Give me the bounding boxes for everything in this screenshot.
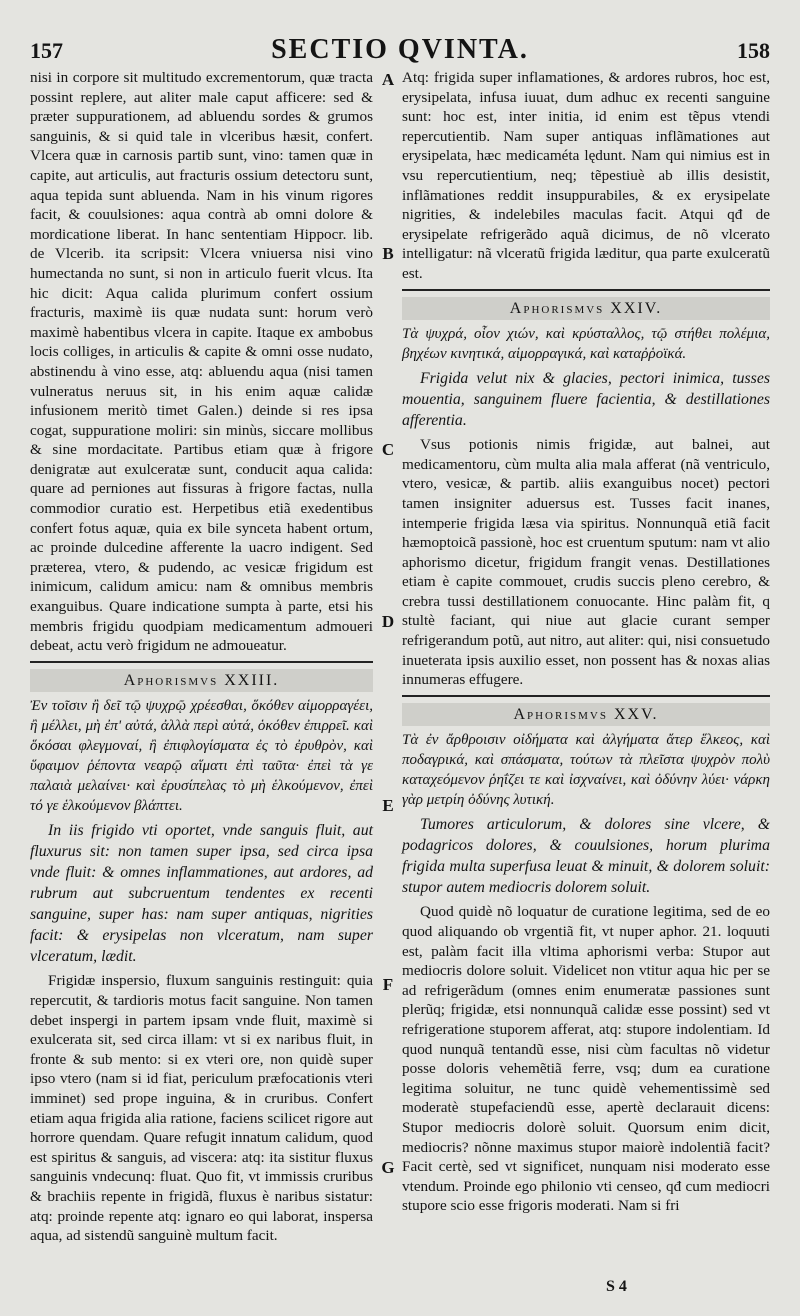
left-column	[30, 68, 373, 1246]
left-text-bottom: Frigidæ inspersio, fluxum sanguinis restinguit: quia repercutit, & tardioris motus facit sanguine. Non tamen debet inspergi in partem ipsam vnde fluit, maximè si exulcerata sit, sed circa illam: vt si ex naribus fluit, in fronte & sub mento: si ex vteri ore, non quidè super ipso vtero (nam si id fiat, periculum præfocationis vteri imminet) sed prope inguina, & in cruribus. Confert etiam aqua frigida alia ratione, faciens scilicet rigore aut horrore quendam. Quare refugit innatum calidum, quod est spiritus & sanguis, ad viscera: atq: ita sistitur fluxus sanguinis vndecunq: fluat. Quo fit, vt immissis cruribus & brachiis repente in frigidã, fluxus è naribus sistatur: atq: proinde repente atq: ignaro eo qui laborat, inspersa aqua, ad sistendũ sanguinè multum facit.	[30, 972, 373, 1245]
left-text-top: nisi in corpore sit multitudo excrementorum, quæ tracta possint replere, aut aliter male caput afficere: sed & præter suppurationem, ad abluendu sordes & grumos sanguinis, & si quid tale in vlceribus hæsit, confert. Vlcera quæ in carnosis partib sunt, vino: tamen quæ in capite, aut articulis, aut fracturis ossium detectoru sunt, aqua tepida sunt abluenda. Nam in his vinum rigores facit, & couulsiones: aqua contrà ab omni dolore & mordicatione liberat. In hanc sententiam Hippocr. lib. de Vlcerib. ita scripsit: Vlcera vniuersa nisi vino humectanda no sunt, si non in articulo fuerit vlcus. Ita hic dicit: Aqua calida plurimum confert ossium fracturis, maximè iis quæ nudata sunt: horum verò maximè habentibus vlcera in capite. Itaque ex ambobus locis colliges, in articulis & capite & omni osse nudato, abstinendu à vino esse, atq: abluendu aqua (nisi tamen vulneratus neruus sit, in his enim aquæ calidæ infusionem meritò timet Galen.) deinde si res ipsa cogat, suppuratione moliri: sin minùs, siccare mollibus & sine mordacitate. Partibus etiam quæ à frigore denigratæ aut exulceratæ sunt, conducit aqua calida: quare ad perniones aut fissuras à frigore factas, nulla commodior curatio est. Herpetibus etiã exedentibus confert fotus aquæ, quia ex bile synceta habent ortum, ac proinde dulcedine afferente la uacro indigent. Sed præterea, vtero, & pudendo, ac vesicæ frigidum est inimicum, calidum amicu: nam & omnibus membris exanguibus. Quare indicatione sumpta à parte, etsi his membris frigidu quodpiam medicamentum admoueri debeat, actu verò frigidum ne admoueatur.	[30, 69, 373, 655]
marker-d: D	[381, 612, 395, 631]
marker-e: E	[382, 796, 394, 815]
page-header	[30, 34, 770, 68]
right-text-top: Atq: frigida super inflamationes, & ardores rubros, hoc est, erysipelata, infusa iuuat, dum adhuc ex recenti sanguine sunt: hoc est, inter initia, id enim est tẽpus vtendi repercutientib. Nam super antiquas inflãmationes aut erysipelata, hæc medicaméta lędunt. Nam qui nimius est in vsu repercutientium, neq; tẽpestiuè ab illis desistit, inflãmationes reddit insuppurabiles, & ex erysipelate nigrities, & indelebiles maculas facit. Atqui qđ de erysipelate refrigerãdo aquã dicimus, de nõ vlcerato intelligatur: nã vlceratũ frigida læditur, qua parte exulceratũ est.	[402, 69, 770, 282]
aphorism-23-greek: Ἐν τοῖσιν ἢ δεῖ τῷ ψυχρῷ χρέεσθαι, ὅκόθεν αἱμορραγέει, ἢ μέλλει, μὴ ἐπ' αὐτά, ἀλλὰ περὶ αὐτά, ὁκόθεν ἐπιρρεῖ. καὶ ὅκόσαι φλεγμοναί, ἢ ἐπιφλογίσματα ἐς τὸ ἐρυθρὸν, καὶ ὕφαιμον ῥέποντα νεαρῷ αἵματι ἐπὶ ταῦτα· ἐπεὶ τὰ γε παλαιὰ μελαίνει· καὶ ἐρυσίπελας τὸ μὴ ἑλκούμενον, ἐπεὶ τό γε ἑλκούμενον βλάπτει.	[30, 698, 373, 815]
page-number-right: 158	[737, 38, 770, 63]
catchword: S 4	[606, 1278, 627, 1295]
aphorism-23-title: Aphorismvs XXIII.	[30, 669, 373, 693]
marker-c: C	[381, 440, 395, 459]
section-rule	[402, 695, 770, 697]
aphorism-25-greek: Τὰ ἐν ἄρθροισιν οἰδήματα καὶ ἀλγήματα ἄτερ ἕλκεος, καὶ ποδαγρικά, καὶ σπάσματα, τούτων τὰ πλεῖστα ψυχρὸν πολὺ καταχεόμενον ῥηΐζει τε καὶ ἰσχναίνει, καὶ ὀδύνην λύει· νάρκη γὰρ μετρίη ὀδύνης λυτική.	[402, 732, 770, 809]
marker-a: A	[381, 70, 395, 89]
section-rule	[402, 289, 770, 291]
running-title: SECTIO QVINTA.	[271, 34, 529, 65]
right-text-middle: Vsus potionis nimis frigidæ, aut balnei, aut medicamentoru, cùm multa alia mala afferat (nã ventriculo, vtero, vesicæ, & partib. aliis exanguibus nocet) pectori tamen insigniter aduersus est. Tusses facit inanes, intemperie frigida læsa via spiritus. Nonnunquã etiã facit hæmoptoicã passionè, hoc est cruentum sputum: nam vt alio aphorismo dicetur, frigidum frangit venas. Destillationes etiam è capite commouet, crudis succis pleno cerebro, & crebra tussi destillationem conuocante. Hinc palàm fit, q stultè faciant, qui niue aut glacie curant semper refrigerandum potũ, aut nitro, aut aliter: qui, nisi consuetudo inueterata ipsis auxilio esset, non possent has & noxas alias innumeras effugere.	[402, 436, 770, 689]
aphorism-24-greek: Τὰ ψυχρά, οἷον χιών, καὶ κρύσταλλος, τῷ στήθει πολέμια, βηχέων κινητικά, αἱμορραγικά, καὶ καταῤῥοϊκά.	[402, 326, 770, 363]
margin-markers	[378, 0, 400, 1316]
aphorism-23-latin: In iis frigido vti oportet, vnde sanguis fluit, aut fluxurus sit: non tamen super ipsa, sed circa ipsa vnde fluit: & omnes inflammationes, aut ardores, ad rubrum aut subcruentum tendentes ex recenti sanguine, super has: nam super antiquas, nigrities facit: & erysipelas non vlceratum, nam super vlceratum, lædit.	[30, 822, 373, 966]
aphorism-24-title: Aphorismvs XXIV.	[402, 297, 770, 321]
section-rule	[30, 661, 373, 663]
marker-b: B	[382, 244, 394, 263]
right-column	[402, 68, 770, 1216]
right-text-bottom: Quod quidè nõ loquatur de curatione legitima, sed de eo quod aliquando ob vrgentiã fit, vt nuper aphor. 21. loquuti est, palàm facit illa vltima aphorismi verba: Stupor aut mediocris dolore soluit. Videlicet non vtitur aqua hic per se ad refrigerãdum (omnes enim enumeratæ passiones sunt plerũq; frigidæ, etsi nonnunquã calidæ esse possint) sed vt refrigeratione stuporem afferat, atq: stupore indolentiam. Id quod nunquã tentandũ esse, nisi cùm facultas nõ videtur posse doloris vehemẽtiã ferre, vsq; dum ea curatione legitima soluitur, ne tunc quidè vehementissimè sed moderatè stupefaciendũ esse, apertè declarauit dicens: Stupor mediocris dolorè soluit. Quorsum enim dicit, mediocris? nõnne maximus stupor maiorè indolentiã facit? Facit certè, sed vt significet, nunquam nisi moderato esse vtendum. Proinde ego philonio vti censeo, qđ cum mediocri stupore scio esse frigoris moderati. Nam si fri	[402, 903, 770, 1215]
aphorism-24-latin: Frigida velut nix & glacies, pectori inimica, tusses mouentia, sanguinem fluere facientia, & destillationes afferentia.	[402, 370, 770, 430]
marker-f: F	[382, 975, 394, 994]
aphorism-25-latin: Tumores articulorum, & dolores sine vlcere, & podagricos dolores, & couulsiones, horum plurima frigida multa superfusa leuat & minuit, & dolorem soluit: stupor autem mediocris dolorem soluit.	[402, 816, 770, 897]
marker-g: G	[381, 1158, 395, 1177]
aphorism-25-title: Aphorismvs XXV.	[402, 703, 770, 727]
page-number-left: 157	[30, 38, 63, 63]
